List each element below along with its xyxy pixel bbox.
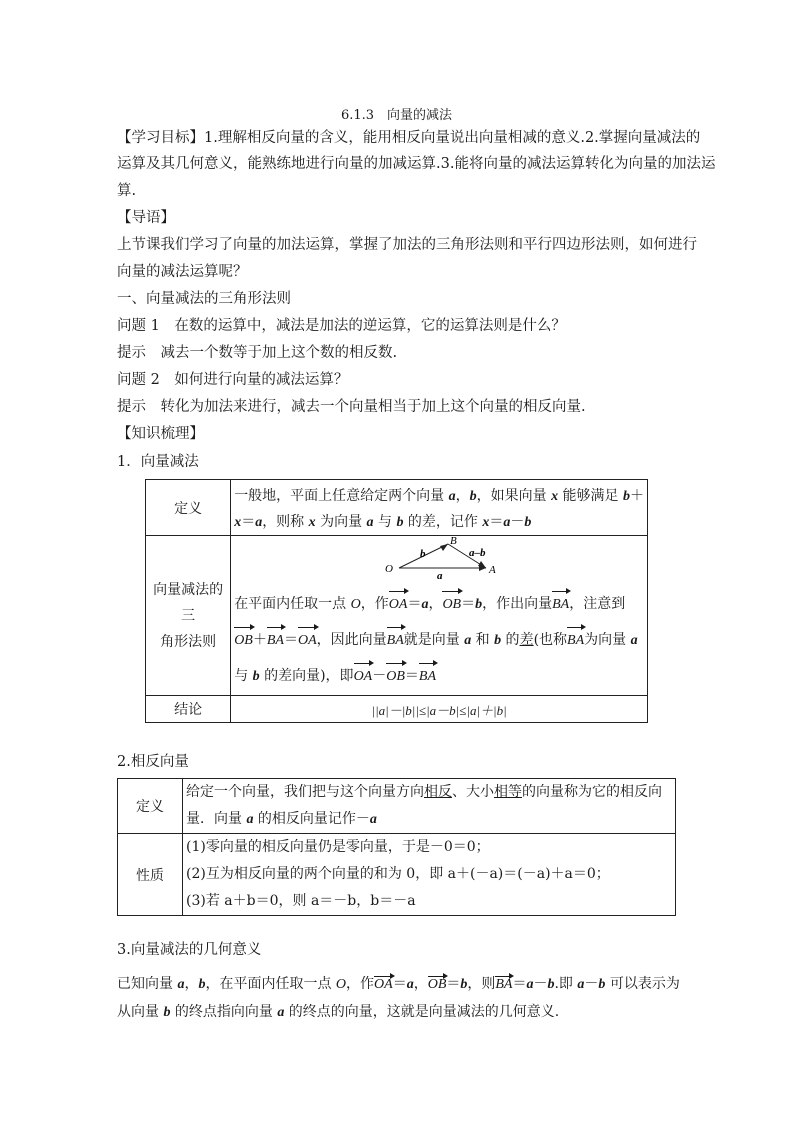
triangle-diagram <box>234 536 634 584</box>
vector-b-label: b <box>420 548 426 560</box>
point-O-label: O <box>385 563 394 575</box>
property-3: (3)若 a＋b＝0，则 a＝－b，b＝－a <box>186 893 416 909</box>
triangle-rule-line-1: 在平面内任取一点 O，作OA＝a，OB＝b，作出向量BA，注意到 <box>234 590 644 619</box>
section-heading: 一、向量减法的三角形法则 <box>117 291 291 307</box>
goals-label: 【学习目标】 <box>117 130 204 146</box>
item-1-title: 1．向量减法 <box>117 454 199 470</box>
subtraction-table <box>145 479 648 723</box>
triangle-rule-line-2: OB＋BA＝OA，因此向量BA就是向量 a 和 b 的差(也称BA为向量 a <box>234 626 644 655</box>
intro-line-1: 上节课我们学习了向量的加法运算，掌握了加法的三角形法则和平行四边形法则，如何进行 <box>117 237 697 253</box>
opposite-definition-cell <box>183 779 676 834</box>
geometric-meaning-line-1: 已知向量 a，b，在平面内任取一点 O，作OA＝a，OB＝b，则BA＝a－b.即 a－b 可以表示为 <box>117 974 677 995</box>
opposite-definition-line-2: 量．向量 a 的相反向量记作－a <box>186 811 377 827</box>
conclusion-label: 结论 <box>146 696 231 723</box>
question-2: 问题 2 如何进行向量的减法运算？ <box>117 372 349 388</box>
property-1: (1)零向量的相反向量仍是零向量，于是－0＝0； <box>186 839 490 855</box>
triangle-rule-cell <box>231 536 648 696</box>
property-2: (2)互为相反向量的两个向量的和为 0，即 a＋(－a)＝(－a)＋a＝0； <box>186 866 610 882</box>
intro-label: 【导语】 <box>117 210 175 226</box>
vector-b-arrowhead <box>440 544 448 551</box>
opposite-definition-label: 定义 <box>118 779 183 834</box>
triangle-rule-label: 向量减法的三 角形法则 <box>146 536 231 696</box>
question-1: 问题 1 在数的运算中，减法是加法的逆运算，它的运算法则是什么？ <box>117 318 566 334</box>
item-3-title: 3.向量减法的几何意义 <box>117 942 262 958</box>
vector-a-label: a <box>437 570 443 582</box>
definition-label: 定义 <box>146 480 231 536</box>
vector-a-minus-b-label: a–b <box>469 547 486 559</box>
properties-cell <box>183 834 676 916</box>
learning-goals-line-1: 【学习目标】1.理解相反向量的含义，能用相反向量说出向量相减的意义.2.掌握向量减法的 <box>117 130 701 146</box>
properties-label: 性质 <box>118 834 183 916</box>
page-title: 6.1.3 向量的减法 <box>340 108 453 123</box>
hint-2: 提示 转化为加法来进行，减去一个向量相当于加上这个向量的相反向量. <box>117 399 586 415</box>
definition-line-1: 一般地，平面上任意给定两个向量 a，b，如果向量 x 能够满足 b＋ <box>234 487 644 504</box>
point-B-label: B <box>450 536 457 547</box>
definition-line-2: x＝a，则称 x 为向量 a 与 b 的差，记作 x＝a－b <box>234 513 532 530</box>
definition-cell <box>231 480 648 536</box>
conclusion-inequality: ||a|－|b||≤|a－b|≤|a|＋|b| <box>231 696 648 723</box>
knowledge-label: 【知识梳理】 <box>117 426 204 442</box>
learning-goals-line-3: 算. <box>117 183 137 199</box>
opposite-definition-line-1: 给定一个向量，我们把与这个向量方向相反、大小相等的向量称为它的相反向 <box>186 784 662 800</box>
hint-1: 提示 减去一个数等于加上这个数的相反数. <box>117 345 398 361</box>
triangle-rule-line-3: 与 b 的差向量)，即OA－OB＝BA <box>234 662 644 691</box>
opposite-vector-table <box>117 778 676 916</box>
point-A-label: A <box>489 564 496 576</box>
intro-line-2: 向量的减法运算呢？ <box>117 264 248 280</box>
item-2-title: 2.相反向量 <box>117 754 189 770</box>
learning-goals-line-2: 运算及其几何意义，能熟练地进行向量的加减运算.3.能将向量的减法运算转化为向量的加法运 <box>117 156 716 172</box>
geometric-meaning-line-2: 从向量 b 的终点指向向量 a 的终点的向量，这就是向量减法的几何意义. <box>117 1004 560 1020</box>
